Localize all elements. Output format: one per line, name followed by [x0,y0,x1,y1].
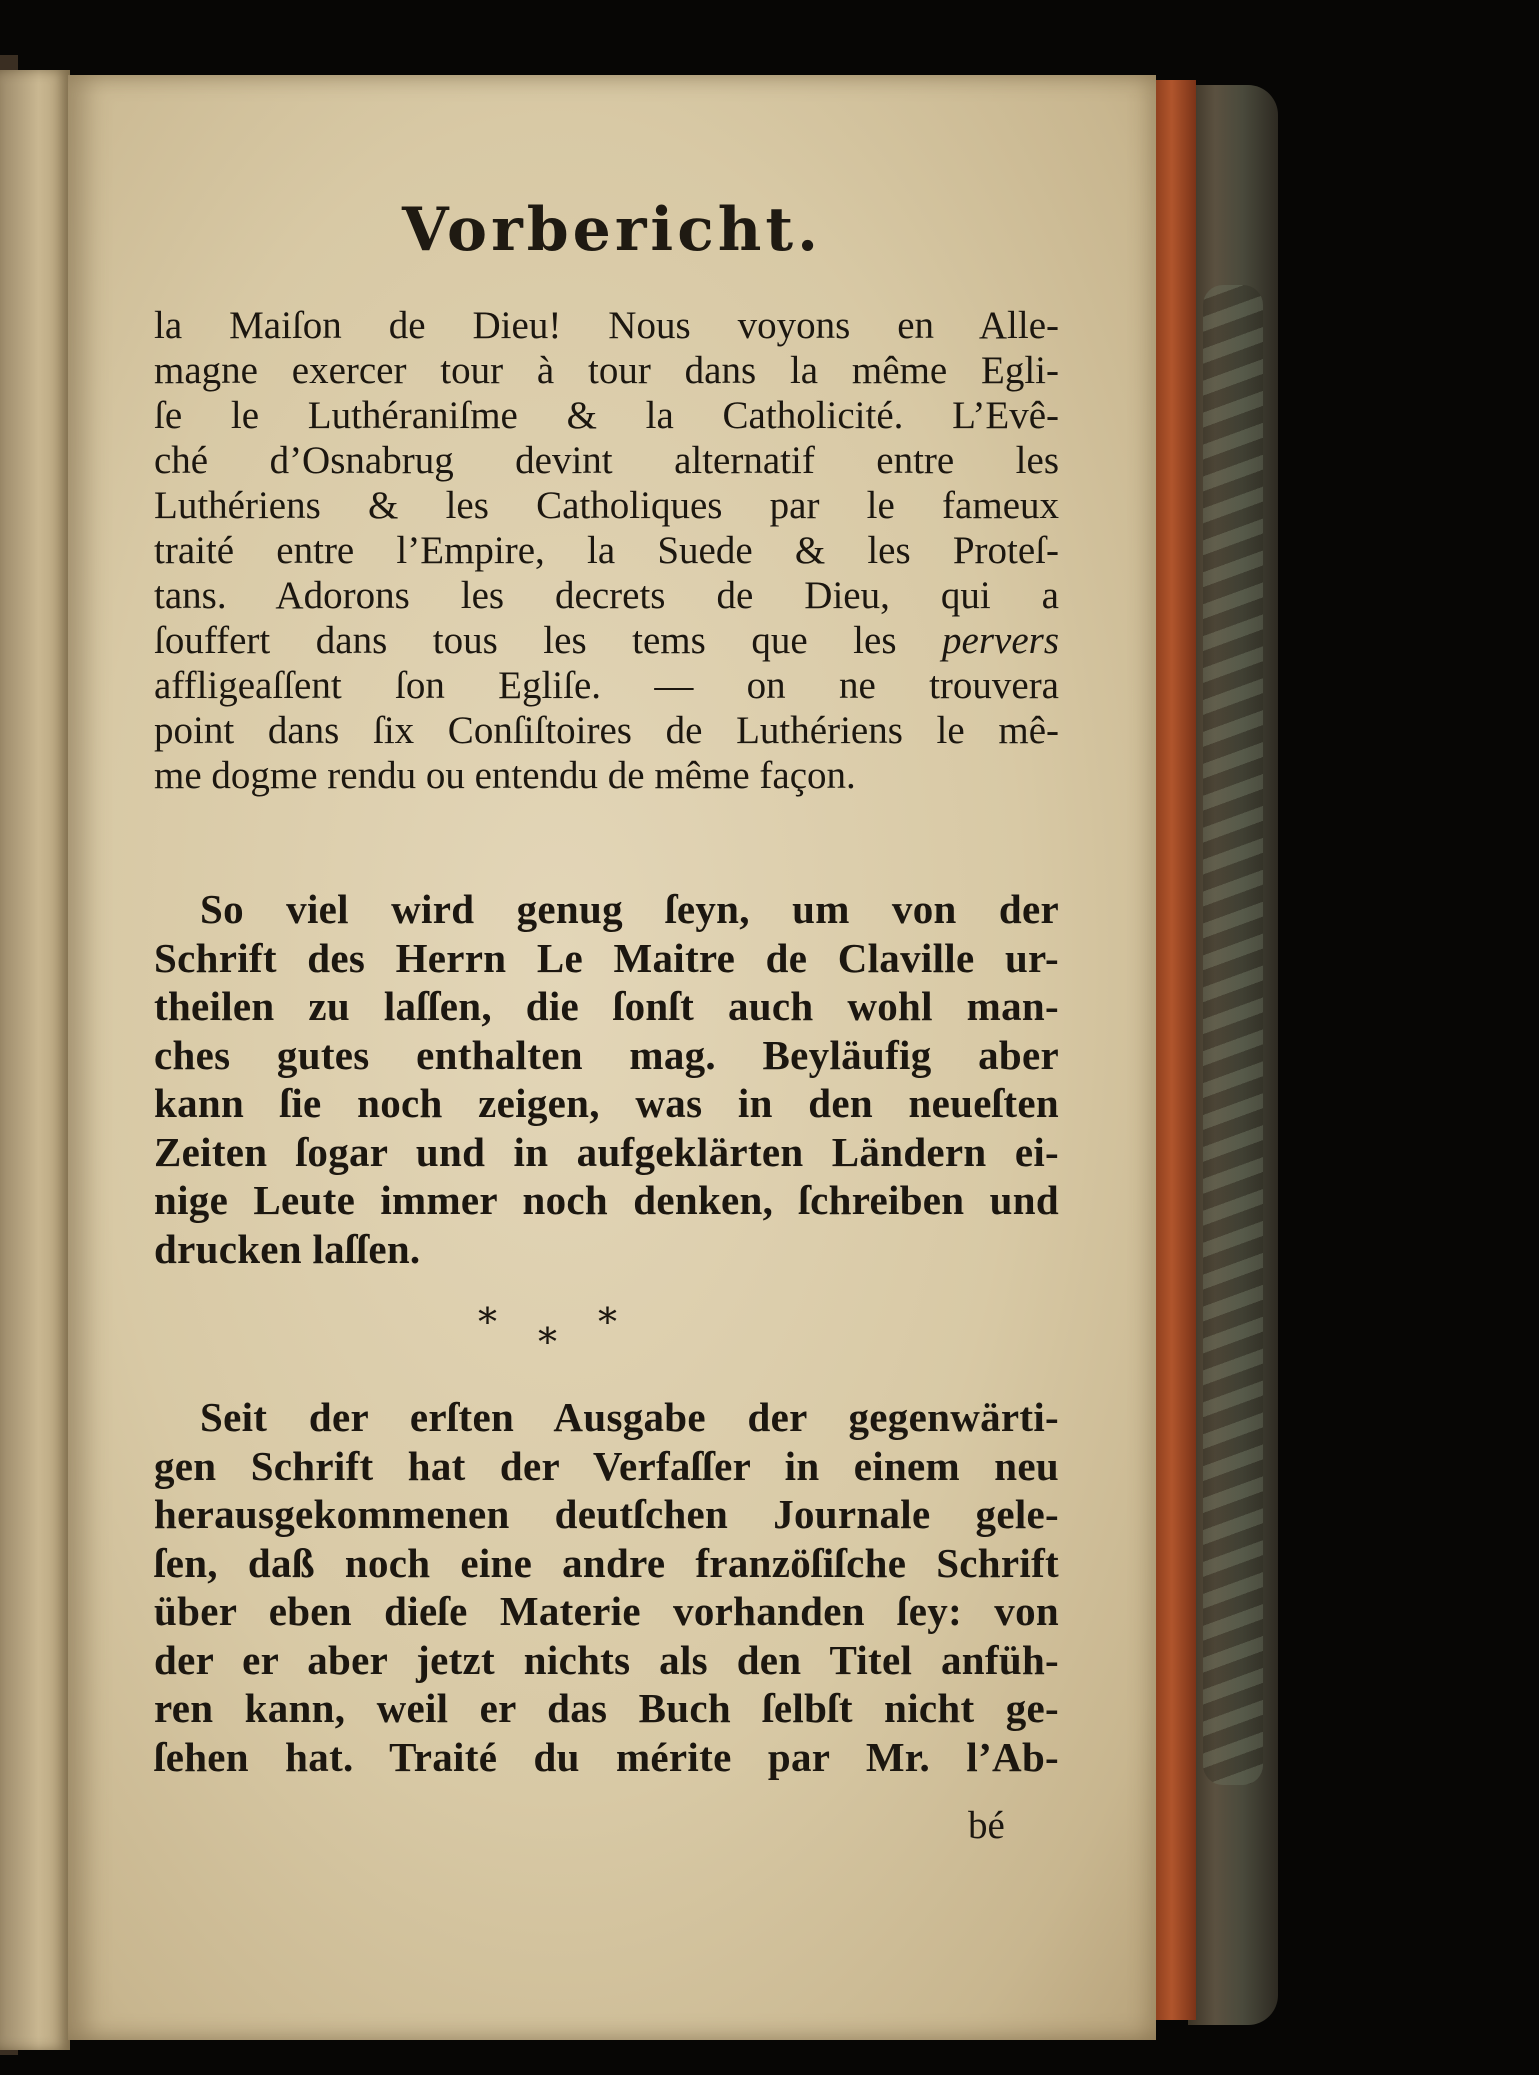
text-line: Zeiten ſogar und in aufgeklärten Ländern ei- [154,1128,1059,1175]
text-line: affligeaſſent ſon Egliſe. — on ne trouvera [154,664,1059,707]
text-line: point dans ſix Conſiſtoires de Luthériens le mê- [154,709,1059,752]
text-line: Schrift des Herrn Le Maitre de Claville ur- [154,934,1059,981]
french-paragraph [154,303,1059,798]
text-line: ches gutes enthalten mag. Beyläufig aber [154,1031,1059,1078]
text-line: herausgekommenen deutſchen Journale gele- [154,1491,1059,1537]
text-line: theilen zu laſſen, die ſonſt auch wohl man- [154,983,1059,1029]
text-fragment: ſouffert dans tous les tems que les [154,619,897,662]
text-line: kann ſie noch zeigen, was in den neueſten [154,1080,1059,1126]
text-line: So viel wird genug ſeyn, um von der [200,886,1059,932]
book-page [68,75,1156,2040]
text-line: ſe le Luthéraniſme & la Catholicité. L’Evê- [154,394,1059,437]
text-line: drucken laſſen. [154,1225,421,1272]
asterisk: * [538,1320,557,1364]
text-line: la Maiſon de Dieu! Nous voyons en Alle- [154,304,1059,347]
german-paragraph-1 [154,885,1059,1273]
asterisk: * [478,1300,497,1344]
text-line: Seit der erſten Ausgabe der gegenwärti- [200,1394,1059,1440]
marbled-cover-pattern [1203,285,1263,1785]
text-line: der er aber jetzt nichts als den Titel anfüh- [154,1636,1059,1683]
text-line: ſehen hat. Traité du mérite par Mr. l’Ab- [154,1733,1059,1780]
facing-page-edge [0,70,70,2050]
text-line: Luthériens & les Catholiques par le fameux [154,484,1059,527]
text-line: ren kann, weil er das Buch ſelbſt nicht ge- [154,1685,1059,1731]
text-line: gen Schrift hat der Verfaſſer in einem neu [154,1442,1059,1489]
catchword: bé [968,1804,1005,1847]
text-line: tans. Adorons les decrets de Dieu, qui a [154,574,1059,617]
text-line: ſen, daß noch eine andre franzöſiſche Schrift [154,1539,1059,1586]
running-head: Vorbericht. [402,195,822,265]
asterism-divider [68,1300,1156,1370]
italic-word: pervers [942,619,1059,662]
text-line: über eben dieſe Materie vorhanden ſey: von [154,1588,1059,1634]
text-line: me dogme rendu ou entendu de même façon. [154,754,856,797]
asterisk: * [598,1300,617,1344]
red-page-edges [1152,80,1196,2020]
german-paragraph-2 [154,1393,1059,1781]
text-line: traité entre l’Empire, la Suede & les Proteſ- [154,529,1059,572]
text-line-with-italic [154,618,1059,663]
text-line: magne exercer tour à tour dans la même Egli- [154,349,1059,392]
text-line: nige Leute immer noch denken, ſchreiben und [154,1177,1059,1223]
text-line: ché d’Osnabrug devint alternatif entre les [154,439,1059,482]
book-cover-board [1188,85,1278,2025]
